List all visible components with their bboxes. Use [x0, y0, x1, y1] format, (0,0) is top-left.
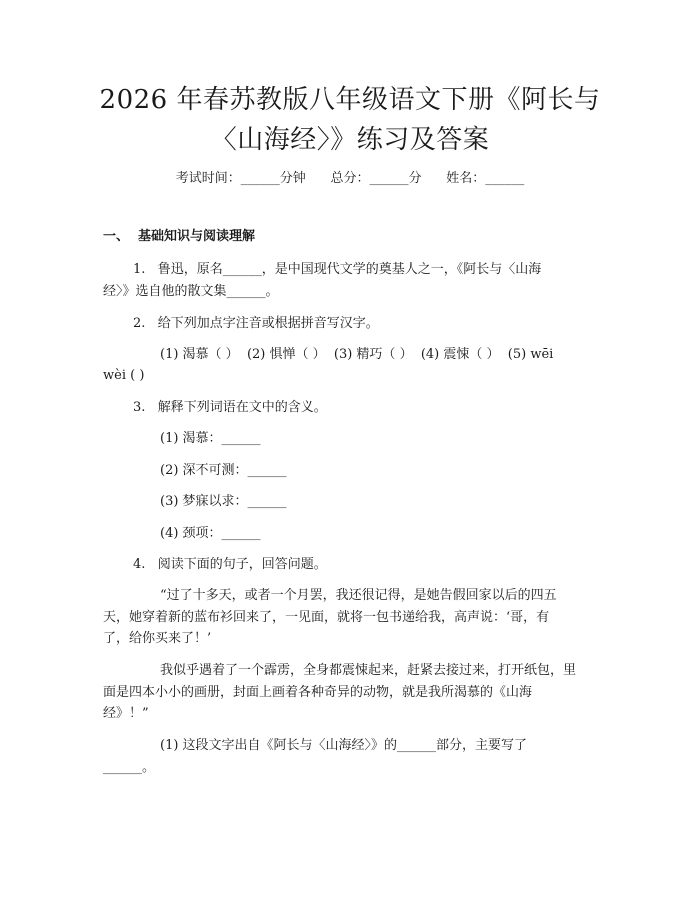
question-3-sub-1: (1) 渴慕：______	[160, 431, 261, 446]
question-1-line-2: 经〉》选自他的散文集______。	[103, 284, 279, 299]
question-4-sub-1-line-2: ______。	[103, 760, 156, 775]
document-title-line-1: 2026 年春苏教版八年级语文下册《阿长与	[99, 85, 601, 115]
passage-paragraph-2-line-1: 我似乎遇着了一个霹雳，全身都震悚起来，赶紧去接过来，打开纸包，里	[160, 663, 577, 678]
passage-paragraph-2-line-2: 面是四本小小的画册，封面上画着各种奇异的动物，就是我所渴慕的《山海	[103, 685, 533, 700]
passage-paragraph-1-line-1: “过了十多天，或者一个月罢，我还很记得，是她告假回家以后的四五	[160, 588, 557, 603]
question-3-sub-4: (4) 颈项：______	[160, 526, 261, 541]
exam-meta-info: 考试时间：______分钟 总分：______分 姓名：______	[175, 171, 525, 186]
passage-paragraph-2-line-3: 经》！”	[103, 706, 149, 721]
passage-paragraph-1-line-2: 天，她穿着新的蓝布衫回来了，一见面，就将一包书递给我，高声说：‘哥，有	[103, 610, 550, 625]
section-heading: 一、 基础知识与阅读理解	[103, 229, 256, 244]
question-2-items-line-2: wèi ( )	[103, 368, 145, 383]
question-3: 3. 解释下列词语在文中的含义。	[133, 400, 327, 415]
question-4: 4. 阅读下面的句子，回答问题。	[133, 557, 327, 572]
question-3-sub-2: (2) 深不可测：______	[160, 463, 287, 478]
question-4-sub-1-line-1: (1) 这段文字出自《阿长与〈山海经〉》的______部分，主要写了	[160, 738, 528, 753]
passage-paragraph-1-line-3: 了，给你买来了！’	[103, 631, 212, 646]
question-2: 2. 给下列加点字注音或根据拼音写汉字。	[133, 316, 379, 331]
document-title-line-2: 〈山海经〉》练习及答案	[210, 125, 490, 155]
question-2-items-line-1: (1) 渴慕（ ） (2) 惧惮（ ） (3) 精巧（ ） (4) 震悚（ ） (5) wēi	[160, 347, 554, 362]
question-1-line-1: 1. 鲁迅，原名______，是中国现代文学的奠基人之一，《阿长与〈山海	[133, 262, 542, 277]
question-3-sub-3: (3) 梦寐以求：______	[160, 494, 287, 509]
